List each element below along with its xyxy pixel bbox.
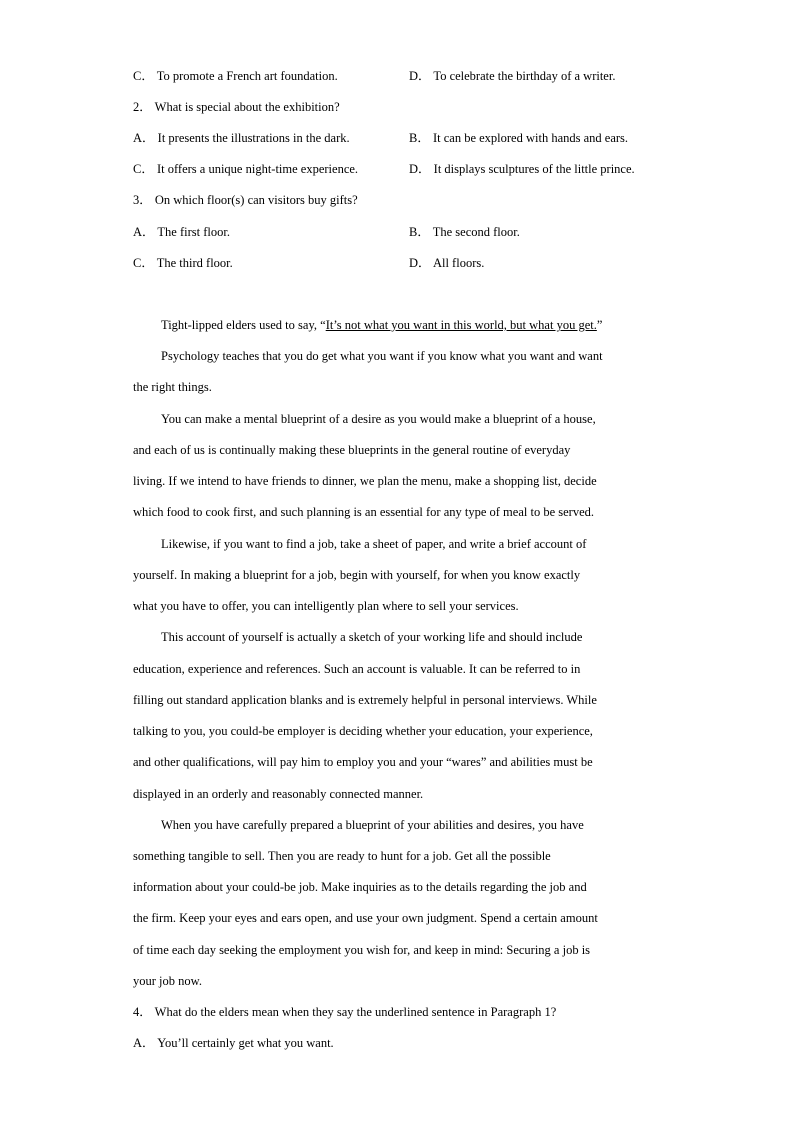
passage-line: talking to you, you could-be employer is deciding whether your education, your experience, xyxy=(133,724,593,738)
passage-line: your job now. xyxy=(133,974,202,988)
passage-line: Likewise, if you want to find a job, take a sheet of paper, and write a brief account of xyxy=(161,537,587,551)
passage-line: Psychology teaches that you do get what you want if you know what you want and want xyxy=(161,349,603,363)
passage-line: and each of us is continually making these blueprints in the general routine of everyday xyxy=(133,443,571,457)
passage-line: the firm. Keep your eyes and ears open, and use your own judgment. Spend a certain amount xyxy=(133,911,598,925)
q3-option-b: B． The second floor. xyxy=(409,225,520,239)
q1-option-d: D． To celebrate the birthday of a writer. xyxy=(409,69,616,83)
passage-line: filling out standard application blanks and is extremely helpful in personal interviews. While xyxy=(133,693,597,707)
passage-line: and other qualifications, will pay him to employ you and your “wares” and abilities must be xyxy=(133,755,593,769)
q3-option-a: A． The first floor. xyxy=(133,225,230,239)
q1-option-c: C． To promote a French art foundation. xyxy=(133,69,338,83)
q2-option-d: D． It displays sculptures of the little prince. xyxy=(409,162,635,176)
passage-line: You can make a mental blueprint of a desire as you would make a blueprint of a house, xyxy=(161,412,596,426)
passage-line: When you have carefully prepared a blueprint of your abilities and desires, you have xyxy=(161,818,584,832)
passage-line: yourself. In making a blueprint for a job, begin with yourself, for when you know exactly xyxy=(133,568,581,582)
q2-stem: 2． What is special about the exhibition? xyxy=(133,100,340,114)
q2-option-a: A． It presents the illustrations in the dark. xyxy=(133,131,350,145)
q3-stem: 3． On which floor(s) can visitors buy gifts? xyxy=(133,193,358,207)
underlined-sentence: It’s not what you want in this world, but what you get. xyxy=(325,318,597,332)
passage-line: information about your could-be job. Make inquiries as to the details regarding the job and xyxy=(133,880,587,894)
passage-paragraph-1 xyxy=(161,317,602,333)
q3-option-c: C． The third floor. xyxy=(133,256,233,270)
passage-line: something tangible to sell. Then you are ready to hunt for a job. Get all the possible xyxy=(133,849,551,863)
passage-line: This account of yourself is actually a sketch of your working life and should include xyxy=(161,630,583,644)
q3-option-d: D． All floors. xyxy=(409,256,485,270)
p1-prefix: Tight-lipped elders used to say, “ xyxy=(161,318,326,332)
passage-line: which food to cook first, and such planning is an essential for any type of meal to be served. xyxy=(133,505,594,519)
passage-line: displayed in an orderly and reasonably connected manner. xyxy=(133,787,424,801)
q4-stem: 4． What do the elders mean when they say the underlined sentence in Paragraph 1? xyxy=(133,1005,557,1019)
q2-option-b: B． It can be explored with hands and ears. xyxy=(409,131,629,145)
passage-line: the right things. xyxy=(133,380,212,394)
passage-line: education, experience and references. Such an account is valuable. It can be referred to in xyxy=(133,662,581,676)
p1-suffix: ” xyxy=(596,318,603,332)
passage-line: of time each day seeking the employment you wish for, and keep in mind: Securing a job is xyxy=(133,943,591,957)
q4-option-a: A． You’ll certainly get what you want. xyxy=(133,1036,334,1050)
q2-option-c: C． It offers a unique night-time experience. xyxy=(133,162,359,176)
passage-line: living. If we intend to have friends to dinner, we plan the menu, make a shopping list, decide xyxy=(133,474,597,488)
passage-line: what you have to offer, you can intelligently plan where to sell your services. xyxy=(133,599,519,613)
